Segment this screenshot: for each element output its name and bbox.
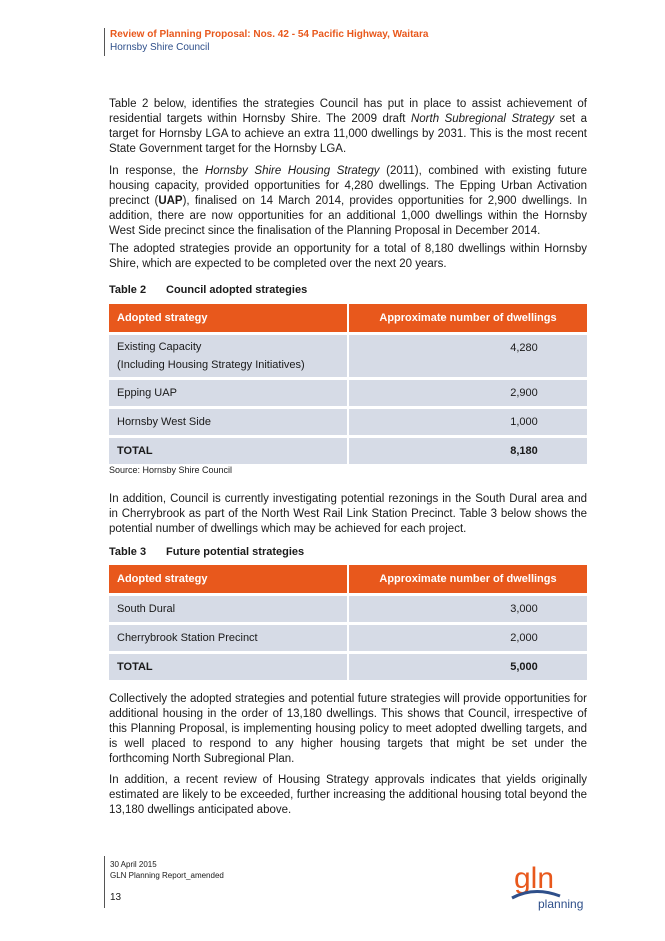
table-2-header-dwellings: Approximate number of dwellings bbox=[348, 304, 587, 334]
paragraph-4: In addition, Council is currently investigating potential rezonings in the South Dural area and in Cherrybrook as part of the North West Rail Link Station Precinct. Table 3 below shows the potential number of dwellings which may be achieved for each project. bbox=[109, 493, 587, 535]
row-strategy: Cherrybrook Station Precinct bbox=[109, 624, 348, 653]
footer-date: 30 April 2015 bbox=[110, 860, 157, 869]
row-value: 2,000 bbox=[348, 624, 587, 653]
row-strategy: TOTAL bbox=[109, 653, 348, 681]
gln-planning-logo bbox=[508, 856, 588, 912]
header-rule bbox=[104, 28, 105, 56]
row-strategy: Epping UAP bbox=[109, 379, 348, 408]
table-2 bbox=[109, 304, 587, 464]
row-strategy: Hornsby West Side bbox=[109, 408, 348, 437]
paragraph-1: Table 2 below, identifies the strategies Council has put in place to assist achievement of residential targets within Hornsby Shire. The 2009 draft North Subregional Strategy set a target for Hornsby LGA to achieve an extra 11,000 dwellings by 2031. This is the most recent State Government target for the Hornsby LGA. bbox=[109, 98, 587, 155]
table-row bbox=[109, 334, 587, 379]
paragraph-2: In response, the Hornsby Shire Housing Strategy (2011), combined with existing future housing capacity, provided opportunities for 4,280 dwellings. The Epping Urban Activation precinct (UAP), finalised on 14 March 2014, provides opportunities for 2,900 dwellings. In addition, there are now opportunities for an additional 1,000 dwellings within the Hornsby West Side precinct since the finalisation of the Planning Proposal in December 2014. bbox=[109, 165, 588, 237]
table-3-header-dwellings: Approximate number of dwellings bbox=[348, 565, 587, 595]
footer-report: GLN Planning Report_amended bbox=[110, 871, 224, 880]
paragraph-3: The adopted strategies provide an opportunity for a total of 8,180 dwellings within Hornsby Shire, which are expected to be completed over the next 20 years. bbox=[109, 243, 587, 270]
table-row-total bbox=[109, 437, 587, 465]
row-strategy: TOTAL bbox=[109, 437, 348, 465]
table-row bbox=[109, 595, 587, 624]
table-2-source: Source: Hornsby Shire Council bbox=[109, 465, 233, 475]
row-strategy: South Dural bbox=[109, 595, 348, 624]
row-strategy: Existing Capacity bbox=[117, 341, 202, 353]
document-title: Review of Planning Proposal: Nos. 42 - 54 Pacific Highway, Waitara bbox=[110, 29, 429, 40]
row-value: 3,000 bbox=[348, 595, 587, 624]
row-value: 1,000 bbox=[348, 408, 587, 437]
table-2-header-strategy: Adopted strategy bbox=[109, 304, 348, 334]
page-number: 13 bbox=[110, 892, 122, 903]
table-row bbox=[109, 379, 587, 408]
table-3-caption: Table 3 Future potential strategies bbox=[109, 546, 305, 558]
table-2-caption: Table 2 Council adopted strategies bbox=[109, 284, 308, 296]
table-row bbox=[109, 408, 587, 437]
document-subtitle: Hornsby Shire Council bbox=[110, 42, 210, 53]
table-row-total bbox=[109, 653, 587, 681]
row-note: (Including Housing Strategy Initiatives) bbox=[117, 359, 305, 371]
row-value: 8,180 bbox=[348, 437, 587, 465]
logo-planning-text: planning bbox=[538, 897, 584, 911]
table-row bbox=[109, 624, 587, 653]
row-value: 2,900 bbox=[348, 379, 587, 408]
footer-rule bbox=[104, 856, 105, 908]
row-value: 5,000 bbox=[348, 653, 587, 681]
table-3 bbox=[109, 565, 587, 680]
table-3-header-strategy: Adopted strategy bbox=[109, 565, 348, 595]
logo-gln-text: gln bbox=[514, 862, 555, 895]
row-value: 4,280 bbox=[348, 334, 587, 379]
paragraph-5: Collectively the adopted strategies and potential future strategies will provide opportunities for additional housing in the order of 13,180 dwellings. This shows that Council, irrespective of this Planning Proposal, is implementing housing policy to meet adopted dwelling targets, and is well placed to respond to any higher housing targets that might be set under the forthcoming North Subregional Plan. bbox=[109, 693, 587, 765]
paragraph-6: In addition, a recent review of Housing Strategy approvals indicates that yields originally estimated are likely to be exceeded, further increasing the additional housing total beyond the 13,180 dwellings anticipated above. bbox=[109, 774, 587, 816]
